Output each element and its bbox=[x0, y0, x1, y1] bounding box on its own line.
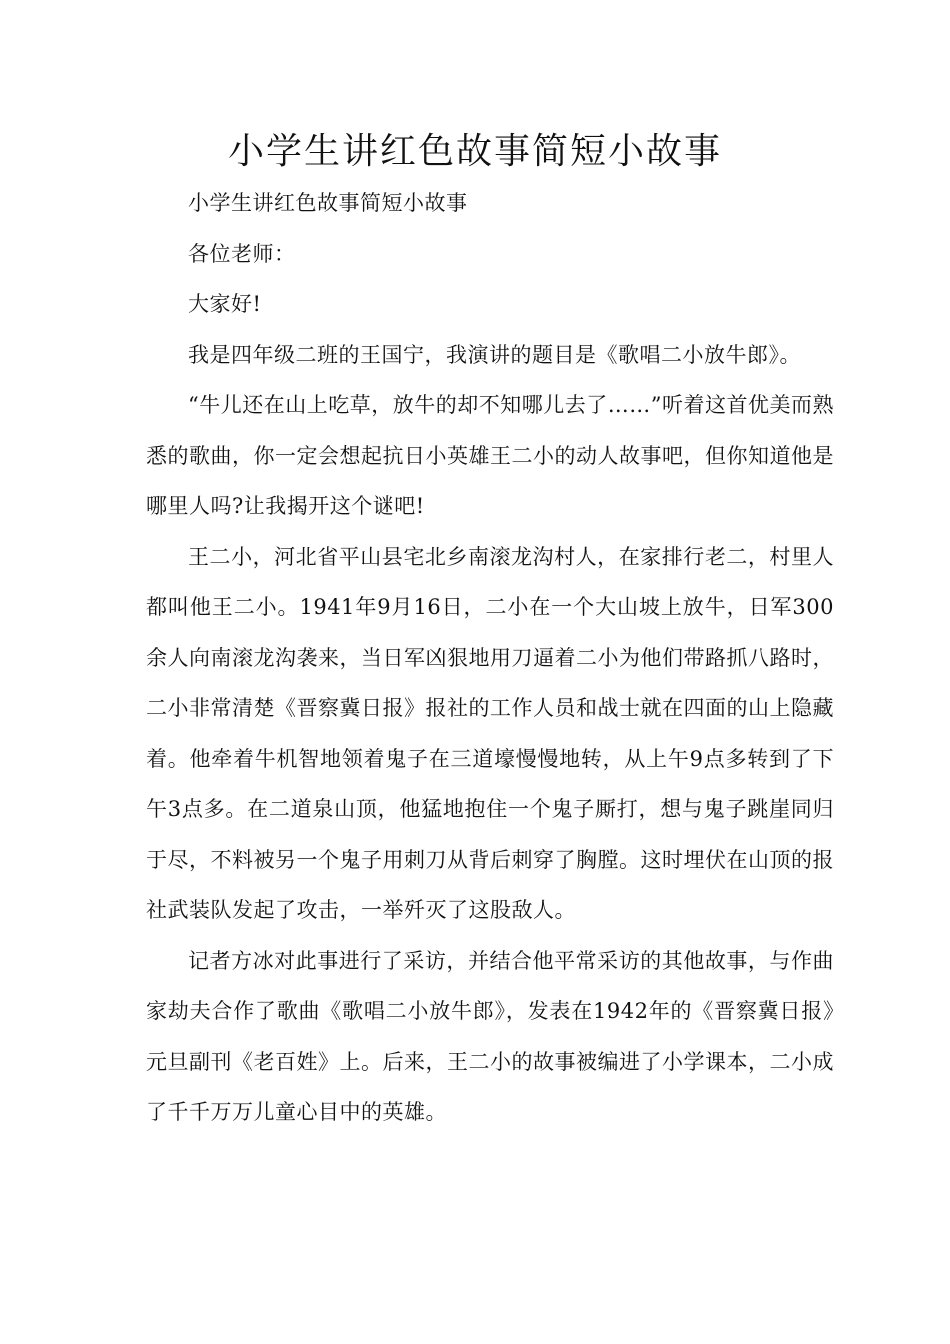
paragraph-introduction: 我是四年级二班的王国宁，我演讲的题目是《歌唱二小放牛郎》。 bbox=[188, 342, 801, 367]
paragraph-salutation: 各位老师： bbox=[188, 241, 296, 266]
paragraph-greeting: 大家好! bbox=[188, 292, 262, 316]
document-body bbox=[146, 178, 834, 1138]
paragraph-subtitle: 小学生讲红色故事简短小故事 bbox=[188, 191, 468, 215]
paragraph-song-intro: “牛儿还在山上吃草，放牛的却不知哪儿去了……”听着这首优美而熟悉的歌曲，你一定会想起抗日小英雄王二小的动人故事吧，但你知道他是哪里人吗?让我揭开这个谜吧! bbox=[146, 393, 834, 518]
document-title: 小学生讲红色故事简短小故事 bbox=[227, 131, 722, 172]
paragraph-story: 王二小，河北省平山县宅北乡南滚龙沟村人，在家排行老二，村里人都叫他王二小。1941年9月16日，二小在一个大山坡上放牛，日军300余人向南滚龙沟袭来，当日军凶狠地用刀逼着二小为他们带路抓八路时，二小非常清楚《晋察冀日报》报社的工作人员和战士就在四面的山上隐藏着。他牵着牛机智地领着鬼子在三道壕慢慢地转，从上午9点多转到了下午3点多。在二道泉山顶，他猛地抱住一个鬼子厮打，想与鬼子跳崖同归于尽，不料被另一个鬼子用刺刀从背后刺穿了胸膛。这时埋伏在山顶的报社武装队发起了攻击，一举歼灭了这股敌人。 bbox=[146, 544, 834, 922]
paragraph-song-history: 记者方冰对此事进行了采访，并结合他平常采访的其他故事，与作曲家劫夫合作了歌曲《歌唱二小放牛郎》，发表在1942年的《晋察冀日报》元旦副刊《老百姓》上。后来，王二小的故事被编进了小学课本，二小成了千千万万儿童心目中的英雄。 bbox=[146, 948, 834, 1124]
